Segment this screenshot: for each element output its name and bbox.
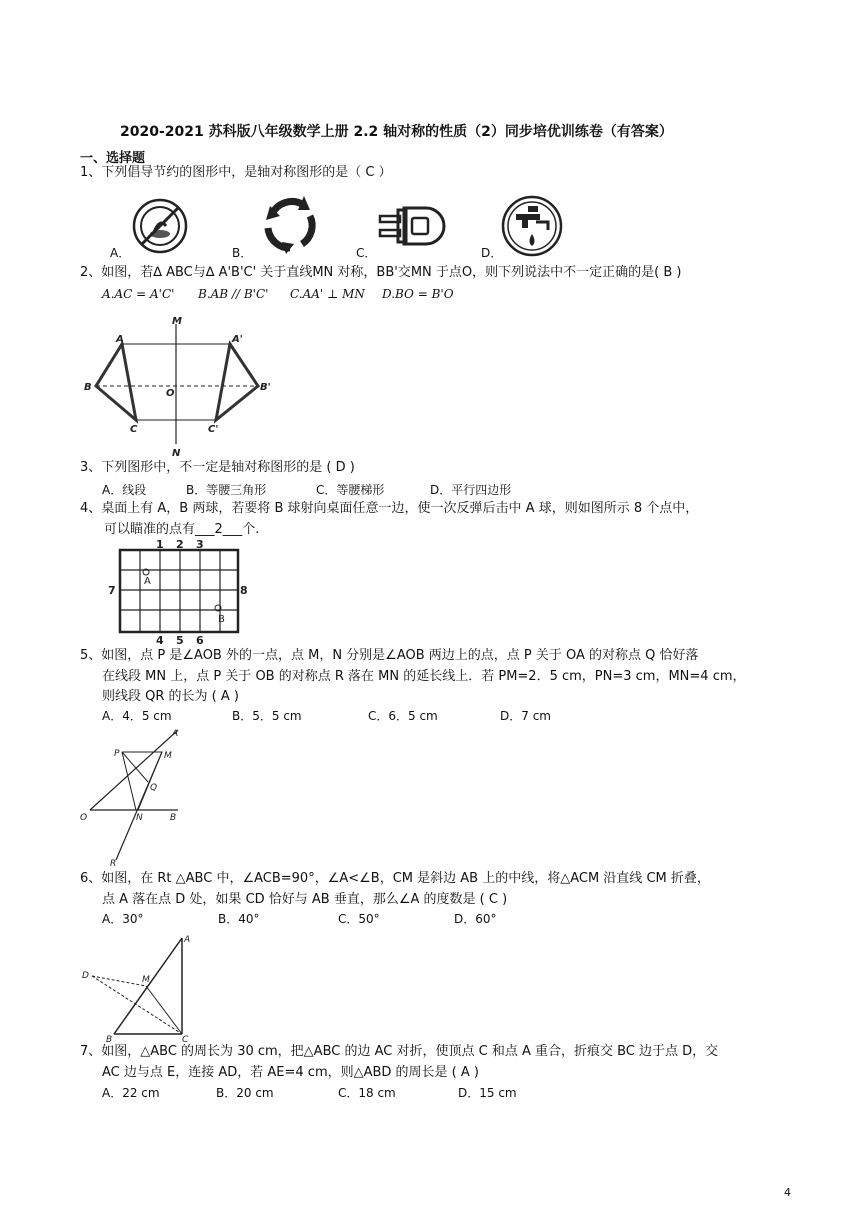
- q5-fig-label: P: [114, 749, 120, 759]
- q6-fig-label: C: [182, 1035, 189, 1045]
- question-6-text-line1: 6、如图，在 Rt △ABC 中，∠ACB=90°，∠A<∠B，CM 是斜边 AB 上的中线，将△ACM 沿直线 CM 折叠，: [80, 871, 710, 886]
- q6-figure: [78, 932, 208, 1044]
- q2-fig-label: B': [260, 382, 271, 393]
- q2-fig-label: B: [84, 382, 92, 393]
- q6-option-a: A．30°: [102, 912, 144, 926]
- q1-figure-b-recycle-icon: [258, 194, 320, 256]
- q6-fig-label: D: [82, 971, 89, 981]
- q2-fig-label: C': [208, 424, 219, 435]
- q7-option-d: D．15 cm: [458, 1086, 517, 1100]
- q1-label-d: D．: [481, 246, 503, 260]
- question-5-text-line2: 在线段 MN 上，点 P 关于 OB 的对称点 R 落在 MN 的延长线上．若 PM=2．5 cm，PN=3 cm，MN=4 cm，: [102, 669, 746, 684]
- q4-fig-label: 2: [176, 538, 184, 551]
- q4-fig-label: 1: [156, 538, 164, 551]
- q2-figure: [80, 316, 280, 459]
- q5-fig-label: O: [80, 813, 88, 823]
- q5-fig-label: Q: [150, 783, 158, 793]
- q6-option-c: C．50°: [338, 912, 380, 926]
- q2-fig-label: A: [116, 334, 124, 345]
- q5-option-b: B．5．5 cm: [232, 709, 302, 723]
- q7-option-b: B．20 cm: [216, 1086, 274, 1100]
- question-7-text-line1: 7、如图，△ABC 的周长为 30 cm，把△ABC 的边 AC 对折，使顶点 C 和点 A 重合，折痕交 BC 边于点 D，交: [80, 1044, 719, 1059]
- q4-fig-label: 6: [196, 634, 204, 647]
- q4-fig-label: B: [218, 614, 225, 625]
- q4-fig-label: A: [144, 576, 151, 587]
- q1-label-c: C．: [356, 246, 377, 260]
- q4-table-figure: [106, 536, 256, 648]
- question-5-text-line3: 则线段 QR 的长为 ( A ): [102, 689, 239, 704]
- question-5-text-line1: 5、如图，点 P 是∠AOB 外的一点，点 M，N 分别是∠AOB 两边上的点，点 P 关于 OA 的对称点 Q 恰好落: [80, 648, 699, 663]
- q4-fig-label: 3: [196, 538, 204, 551]
- q5-fig-label: B: [170, 813, 177, 823]
- q4-fig-label: 8: [240, 584, 248, 597]
- question-4-text-line1: 4、桌面上有 A，B 两球，若要将 B 球射向桌面任意一边，使一次反弹后击中 A 球，则如图所示 8 个点中，: [80, 501, 699, 516]
- question-7-text-line2: AC 边与点 E，连接 AD，若 AE=4 cm，则△ABD 的周长是 ( A ): [102, 1065, 479, 1080]
- page-title: 2020-2021 苏科版八年级数学上册 2.2 轴对称的性质（2）同步培优训练卷（有答案）: [120, 124, 673, 140]
- section-heading: 一、选择题: [80, 151, 146, 166]
- q7-option-c: C．18 cm: [338, 1086, 396, 1100]
- q1-label-b: B．: [232, 246, 253, 260]
- q5-fig-label: M: [164, 751, 172, 761]
- q2-option-b: B.AB // B'C': [198, 287, 269, 301]
- q2-option-d: D.BO = B'O: [382, 287, 454, 301]
- q1-figure-a-icon: [130, 196, 190, 256]
- q2-fig-label: A': [232, 334, 243, 345]
- q5-fig-label: R: [110, 859, 117, 869]
- q5-figure: [78, 726, 218, 868]
- q3-option-c: C．等腰梯形: [316, 483, 385, 497]
- q5-option-d: D．7 cm: [500, 709, 551, 723]
- question-1-text: 1、下列倡导节约的图形中，是轴对称图形的是（ C ）: [80, 165, 392, 180]
- q3-option-d: D．平行四边形: [430, 483, 512, 497]
- q1-label-a: A．: [110, 246, 131, 260]
- q6-fig-label: M: [142, 975, 150, 985]
- q2-fig-label: N: [172, 448, 181, 459]
- q6-option-d: D．60°: [454, 912, 497, 926]
- q6-option-b: B．40°: [218, 912, 260, 926]
- q2-fig-label: M: [172, 316, 182, 327]
- page-number: 4: [784, 1186, 791, 1199]
- q3-option-b: B．等腰三角形: [186, 483, 267, 497]
- q5-option-a: A．4．5 cm: [102, 709, 172, 723]
- q5-fig-label: N: [136, 813, 143, 823]
- q5-fig-label: A: [172, 729, 179, 739]
- q2-option-c: C.AA' ⊥ MN: [290, 287, 365, 301]
- q2-option-a: A.AC = A'C': [102, 287, 175, 301]
- q3-option-a: A．线段: [102, 483, 147, 497]
- q2-fig-label: C: [130, 424, 138, 435]
- question-4-text-line2: 可以瞄准的点有___2___个.: [104, 522, 260, 537]
- q1-figure-c-plug-icon: [378, 204, 446, 248]
- q4-fig-label: 5: [176, 634, 184, 647]
- q5-option-c: C．6．5 cm: [368, 709, 438, 723]
- q7-option-a: A．22 cm: [102, 1086, 160, 1100]
- q1-figure-d-faucet-icon: [500, 194, 564, 258]
- q4-fig-label: 7: [108, 584, 116, 597]
- q6-fig-label: B: [106, 1035, 113, 1045]
- q6-fig-label: A: [184, 935, 191, 945]
- question-2-text: 2、如图，若∆ ABC与∆ A'B'C' 关于直线MN 对称，BB'交MN 于点O，则下列说法中不一定正确的是( B ): [80, 265, 682, 280]
- q2-fig-label: O: [166, 388, 175, 399]
- question-3-text: 3、下列图形中，不一定是轴对称图形的是 ( D ): [80, 460, 355, 475]
- q4-fig-label: 4: [156, 634, 164, 647]
- question-6-text-line2: 点 A 落在点 D 处，如果 CD 恰好与 AB 垂直，那么∠A 的度数是 ( C ): [102, 892, 508, 907]
